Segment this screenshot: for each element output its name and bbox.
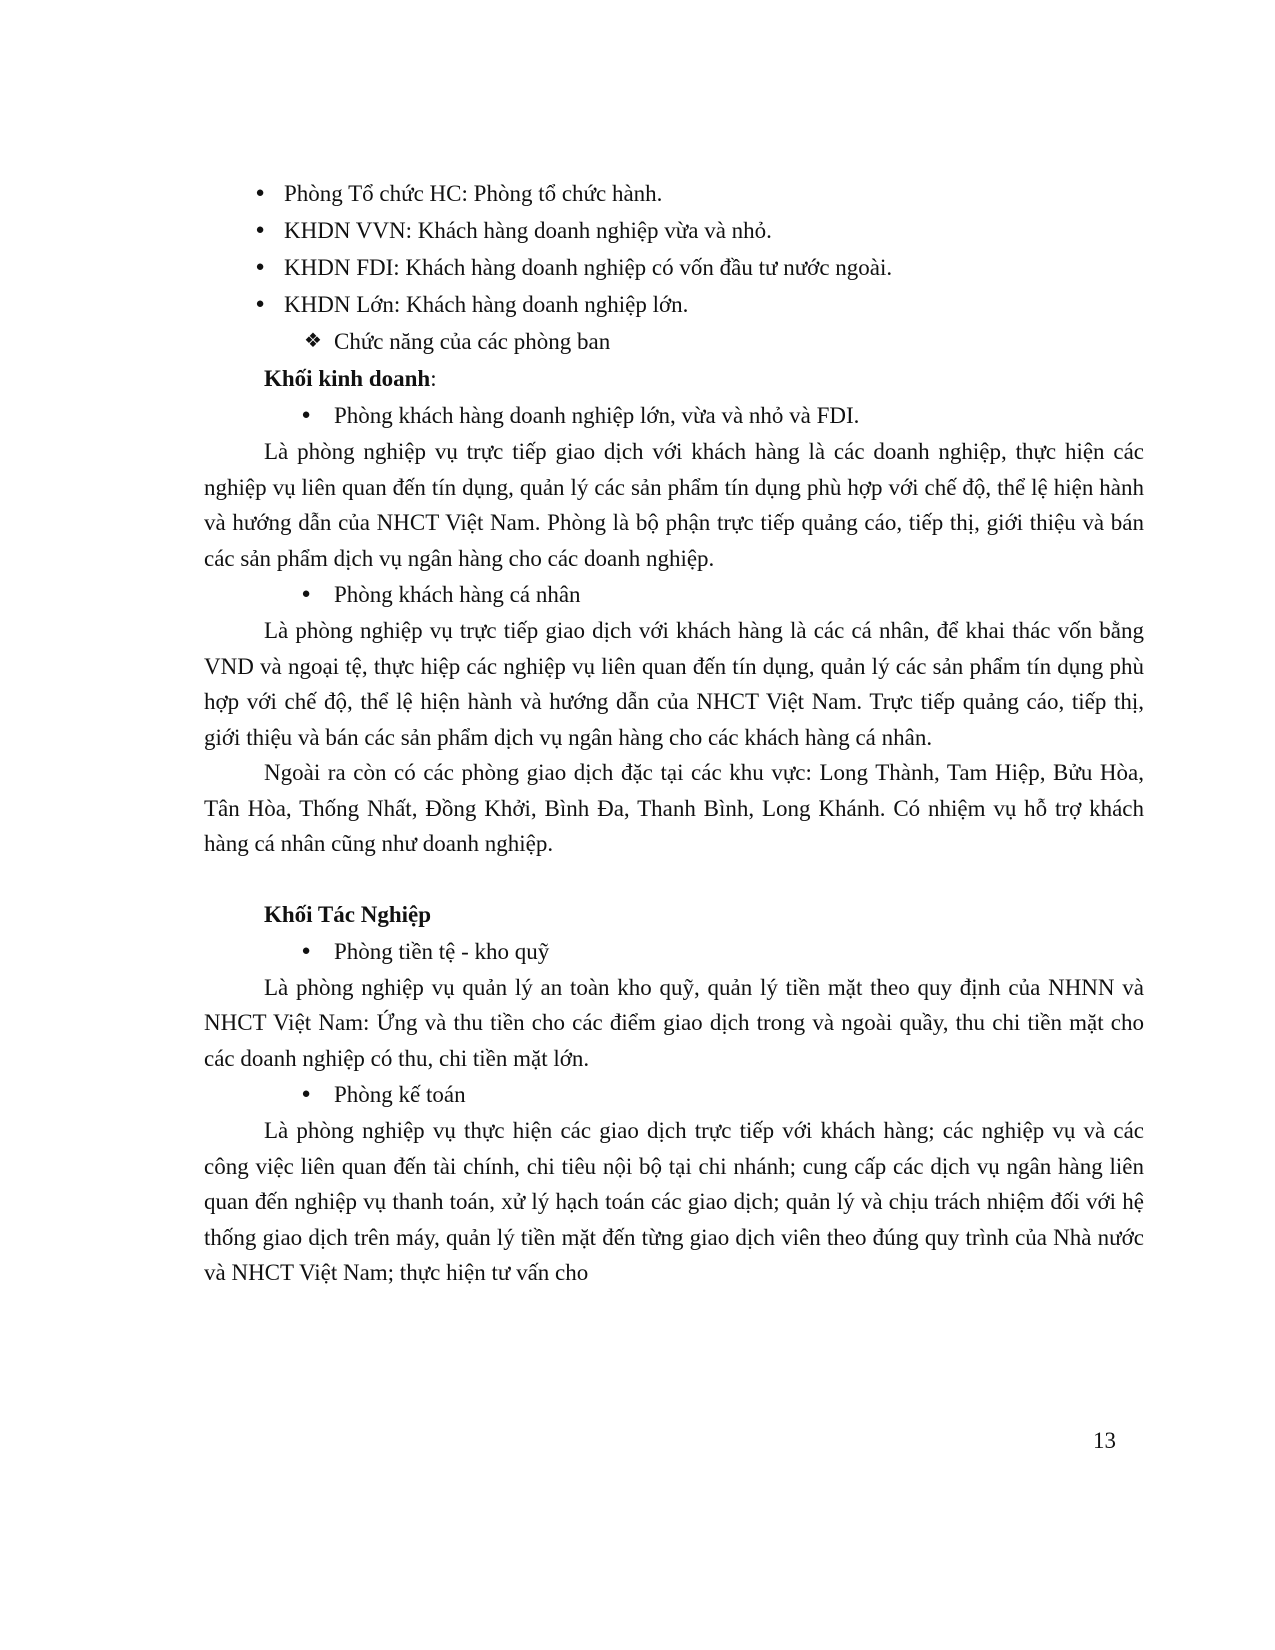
business-block-title: Khối kinh doanh <box>264 366 431 391</box>
spacer <box>204 862 1144 896</box>
bullet-icon: ● <box>301 942 311 959</box>
accounting-department-item <box>204 1076 1144 1113</box>
individual-department-label: Phòng khách hàng cá nhân <box>334 582 581 607</box>
abbreviation-list <box>204 175 1144 323</box>
treasury-department-item <box>204 933 1144 970</box>
bullet-icon: ● <box>255 259 265 275</box>
bullet-icon: ● <box>301 407 311 423</box>
treasury-department-label: Phòng tiền tệ - kho quỹ <box>334 938 550 964</box>
accounting-department-paragraph: Là phòng nghiệp vụ thực hiện các giao dịch trực tiếp với khách hàng; các nghiệp vụ và các công việc liên quan đến tài chính, chi tiêu nội bộ tại chi nhánh; cung cấp các dịch vụ ngân hàng liên quan đến nghiệp vụ thanh toán, xử lý hạch toán các giao dịch; quản lý và chịu trách nhiệm đối với hệ thống giao dịch trên máy, quản lý tiền mặt đến từng giao dịch viên theo đúng quy trình của Nhà nước và NHCT Việt Nam; thực hiện tư vấn cho <box>204 1118 1144 1285</box>
list-item <box>204 249 1144 286</box>
corporate-department-paragraph: Là phòng nghiệp vụ trực tiếp giao dịch với khách hàng là các doanh nghiệp, thực hiện các nghiệp vụ liên quan đến tín dụng, quản lý các sản phẩm tín dụng phù hợp với chế độ, thể lệ hiện hành và hướng dẫn của NHCT Việt Nam. Phòng là bộ phận trực tiếp quảng cáo, tiếp thị, giới thiệu và bán các sản phẩm dịch vụ ngân hàng cho các doanh nghiệp. <box>204 439 1144 571</box>
corporate-department-label: Phòng khách hàng doanh nghiệp lớn, vừa và nhỏ và FDI. <box>334 403 860 428</box>
page-content <box>204 175 1144 1291</box>
business-block-heading <box>204 360 1144 397</box>
functions-heading <box>204 323 1144 360</box>
individual-department-paragraph: Là phòng nghiệp vụ trực tiếp giao dịch với khách hàng là các cá nhân, để khai thác vốn bằng VND và ngoại tệ, thực hiệp các nghiệp vụ liên quan đến tín dụng, quản lý các sản phẩm tín dụng phù hợp với chế độ, thể lệ hiện hành và hướng dẫn của NHCT Việt Nam. Trực tiếp quảng cáo, tiếp thị, giới thiệu và bán các sản phẩm dịch vụ ngân hàng cho các khách hàng cá nhân. <box>204 618 1144 750</box>
treasury-department-paragraph: Là phòng nghiệp vụ quản lý an toàn kho quỹ, quản lý tiền mặt theo quy định của NHNN và NHCT Việt Nam: Ứng và thu tiền cho các điểm giao dịch trong và ngoài quầy, thu chi tiền mặt cho các doanh nghiệp có thu, chi tiền mặt lớn. <box>204 974 1144 1071</box>
corporate-department-item <box>204 397 1144 434</box>
page-number: 13 <box>1093 1428 1116 1453</box>
bullet-icon: ● <box>301 586 311 602</box>
operations-block-heading: Khối Tác Nghiệp <box>264 901 431 927</box>
bullet-icon: ● <box>301 1086 311 1102</box>
bullet-icon: ● <box>255 185 265 201</box>
bullet-icon: ● <box>255 296 265 312</box>
bullet-icon: ● <box>255 222 265 238</box>
list-item-text: KHDN Lớn: Khách hàng doanh nghiệp lớn. <box>284 292 689 317</box>
list-item-text: KHDN VVN: Khách hàng doanh nghiệp vừa và nhỏ. <box>284 218 772 243</box>
list-item-text: Phòng Tổ chức HC: Phòng tổ chức hành. <box>284 181 663 206</box>
branches-paragraph: Ngoài ra còn có các phòng giao dịch đặc tại các khu vực: Long Thành, Tam Hiệp, Bửu Hòa, Tân Hòa, Thống Nhất, Đồng Khởi, Bình Đa, Thanh Bình, Long Khánh. Có nhiệm vụ hỗ trợ khách hàng cá nhân cũng như doanh nghiệp. <box>204 760 1144 856</box>
list-item <box>204 175 1144 212</box>
functions-heading-text: Chức năng của các phòng ban <box>334 329 611 354</box>
list-item <box>204 212 1144 249</box>
accounting-department-label: Phòng kế toán <box>334 1082 466 1107</box>
individual-department-item <box>204 576 1144 613</box>
heading-colon: : <box>430 366 437 391</box>
list-item <box>204 286 1144 323</box>
diamond-bullet-icon: ❖ <box>304 330 322 352</box>
list-item-text: KHDN FDI: Khách hàng doanh nghiệp có vốn đầu tư nước ngoài. <box>284 255 893 280</box>
